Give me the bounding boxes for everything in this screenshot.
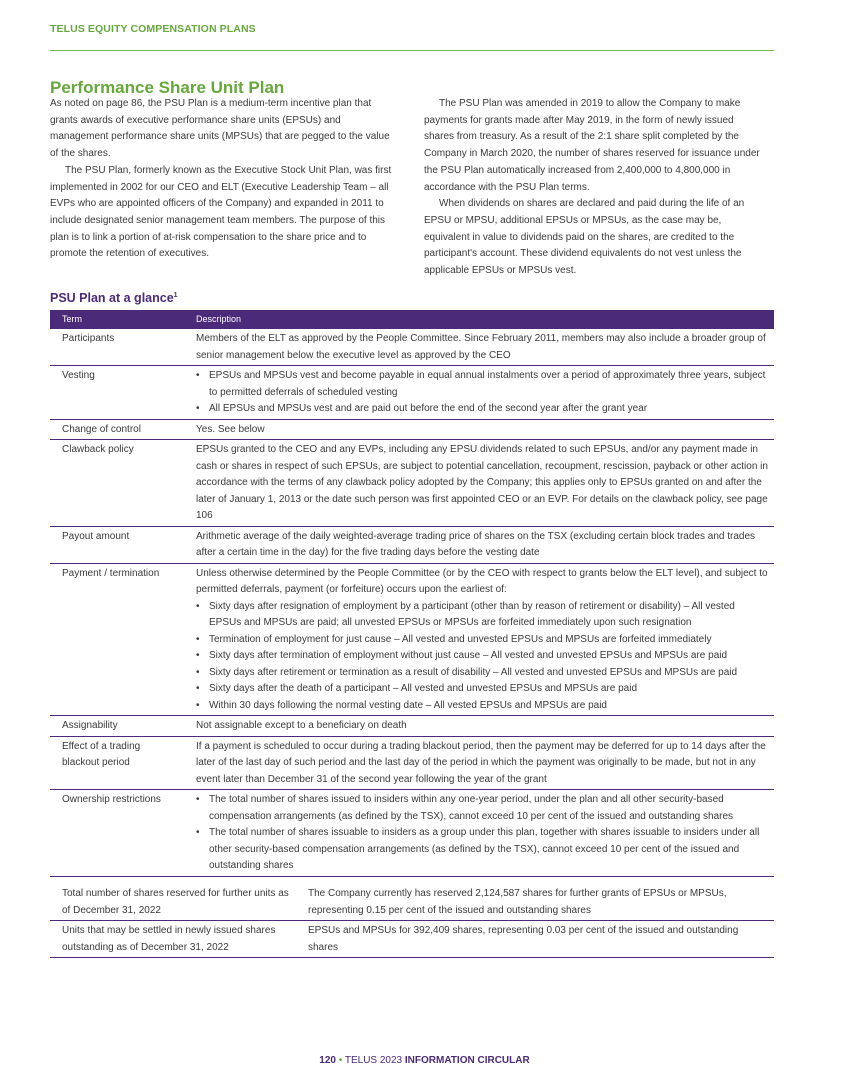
desc-cell: Not assignable except to a beneficiary on death — [184, 716, 774, 737]
list-item: • The total number of shares issuable to insiders as a group under this plan, together with shares issuable to insiders under all other security-based compensation arrangements (as defined by the TSX), cannot exceed 10 per cent of the issued and outstanding shares — [196, 825, 768, 875]
term-cell: Ownership restrictions — [50, 790, 184, 877]
footer-separator: • — [338, 1055, 343, 1066]
list-item: • Sixty days after resignation of employment by a participant (other than by reason of retirement or disability) – All vested EPSUs and MPSUs are paid; all unvested EPSUs or MPSUs are forfeited immediately upon such resignation — [196, 599, 768, 632]
intro-column-right — [424, 96, 764, 280]
glance-title — [50, 291, 178, 305]
page-number: 120 — [319, 1055, 336, 1066]
table-row — [50, 526, 774, 563]
table-header-row — [50, 310, 774, 329]
running-header: TELUS EQUITY COMPENSATION PLANS — [50, 23, 256, 35]
shares-summary-table — [50, 884, 774, 958]
table-row — [50, 884, 774, 921]
table-row — [50, 790, 774, 877]
payment-intro: Unless otherwise determined by the People Committee (or by the CEO with respect to grants below the ELT level), and subject to permitted deferrals, payment (or forfeiture) occurs upon the earliest of: — [196, 567, 768, 595]
list-item: • Sixty days after retirement or termination as a result of disability – All vested and unvested EPSUs and MPSUs are paid — [196, 665, 768, 682]
desc-cell — [184, 563, 774, 716]
term-cell: Payment / termination — [50, 563, 184, 716]
term-cell: Vesting — [50, 366, 184, 420]
desc-cell: EPSUs granted to the CEO and any EVPs, including any EPSU dividends related to such EPSUs, and/or any payment made in cash or shares in respect of such EPSUs, are subject to potential cancellation, recoupment, rescission, payback or other action in accordance with the terms of any clawback policy adopted by the Company; this applies only to EPSUs granted on and after the later of January 1, 2013 or the date such person was first appointed CEO or an EVP. For details on the clawback policy, see page 106 — [184, 440, 774, 527]
footer-doc-title: INFORMATION CIRCULAR — [404, 1055, 530, 1066]
paragraph: The PSU Plan, formerly known as the Executive Stock Unit Plan, was first implemented in 2002 for our CEO and ELT (Executive Leadership Team – all EVPs who are appointed officers of the Company) and expanded in 2011 to include designated senior management team members. The purpose of this plan is to link a portion of at-risk compensation to the share price and to promote the retention of executives. — [50, 164, 392, 260]
term-cell: Payout amount — [50, 526, 184, 563]
list-item: • The total number of shares issued to insiders within any one-year period, under the plan and all other security-based compensation arrangements (as defined by the TSX), cannot exceed 10 per cent of the issued and outstanding shares — [196, 792, 768, 825]
footer-brand: TELUS 2023 — [344, 1055, 403, 1066]
table-row — [50, 366, 774, 420]
list-item: • Sixty days after termination of employment without just cause – All vested and unvested EPSUs and MPSUs are paid — [196, 648, 768, 665]
intro-column-left — [50, 96, 395, 263]
footnote-mark: 1 — [173, 291, 178, 299]
desc-cell: Arithmetic average of the daily weighted-average trading price of shares on the TSX (excluding certain block trades and trades after a certain time in the day) for the five trading days before the vesting date — [184, 526, 774, 563]
page-footer — [0, 1055, 849, 1066]
paragraph: When dividends on shares are declared and paid during the life of an EPSU or MPSU, additional EPSUs or MPSUs, as the case may be, equivalent in value to dividends paid on the shares, are credited to the participant's account. These dividend equivalents do not vest unless the applicable EPSUs or MPSUs vest. — [424, 198, 745, 277]
desc-cell: Yes. See below — [184, 419, 774, 440]
term-cell: Clawback policy — [50, 440, 184, 527]
table-row — [50, 329, 774, 366]
header-rule — [50, 50, 774, 51]
list-item: • Within 30 days following the normal vesting date – All vested EPSUs and MPSUs are paid — [196, 698, 768, 715]
desc-cell — [184, 366, 774, 420]
desc-cell: The Company currently has reserved 2,124,587 shares for further grants of EPSUs or MPSUs, representing 0.15 per cent of the issued and outstanding shares — [296, 884, 774, 921]
col-header-description: Description — [184, 310, 774, 329]
table-row — [50, 921, 774, 958]
table-row — [50, 736, 774, 790]
col-header-term: Term — [50, 310, 184, 329]
paragraph: As noted on page 86, the PSU Plan is a medium-term incentive plan that grants awards of executive performance share units (EPSUs) and management performance share units (MPSUs) that are pegged to the value of the shares. — [50, 98, 390, 160]
table-row — [50, 419, 774, 440]
plan-glance-table — [50, 310, 774, 877]
list-item: • EPSUs and MPSUs vest and become payable in equal annual instalments over a period of approximately three years, subject to permitted deferrals of scheduled vesting — [196, 368, 768, 401]
desc-cell: EPSUs and MPSUs for 392,409 shares, representing 0.03 per cent of the issued and outstanding shares — [296, 921, 774, 958]
desc-cell: Members of the ELT as approved by the People Committee. Since February 2011, members may also include a broader group of senior management below the executive level as approved by the CEO — [184, 329, 774, 366]
table-row — [50, 440, 774, 527]
term-cell: Units that may be settled in newly issued shares outstanding as of December 31, 2022 — [50, 921, 296, 958]
term-cell: Total number of shares reserved for further units as of December 31, 2022 — [50, 884, 296, 921]
list-item: • Termination of employment for just cause – All vested and unvested EPSUs and MPSUs are forfeited immediately — [196, 632, 768, 649]
desc-cell — [184, 790, 774, 877]
table-row — [50, 563, 774, 716]
term-cell: Assignability — [50, 716, 184, 737]
term-cell: Change of control — [50, 419, 184, 440]
list-item: • Sixty days after the death of a participant – All vested and unvested EPSUs and MPSUs are paid — [196, 681, 768, 698]
term-cell: Participants — [50, 329, 184, 366]
desc-cell: If a payment is scheduled to occur during a trading blackout period, then the payment may be deferred for up to 14 days after the later of the last day of such period and the last day of the period in which the payment was originally to be made, but not in any event later than December 31 of the second year following the year of the grant — [184, 736, 774, 790]
list-item: • All EPSUs and MPSUs vest and are paid out before the end of the second year after the grant year — [196, 401, 768, 418]
paragraph: The PSU Plan was amended in 2019 to allow the Company to make payments for grants made after May 2019, in the form of newly issued shares from treasury. As a result of the 2:1 share split completed by the Company in March 2020, the number of shares reserved for issuance under the PSU Plan automatically increased from 2,400,000 to 4,800,000 in accordance with the PSU Plan terms. — [424, 98, 760, 193]
glance-title-text: PSU Plan at a glance — [50, 291, 174, 305]
section-title: Performance Share Unit Plan — [50, 78, 285, 97]
term-cell: Effect of a trading blackout period — [50, 736, 184, 790]
table-row — [50, 716, 774, 737]
